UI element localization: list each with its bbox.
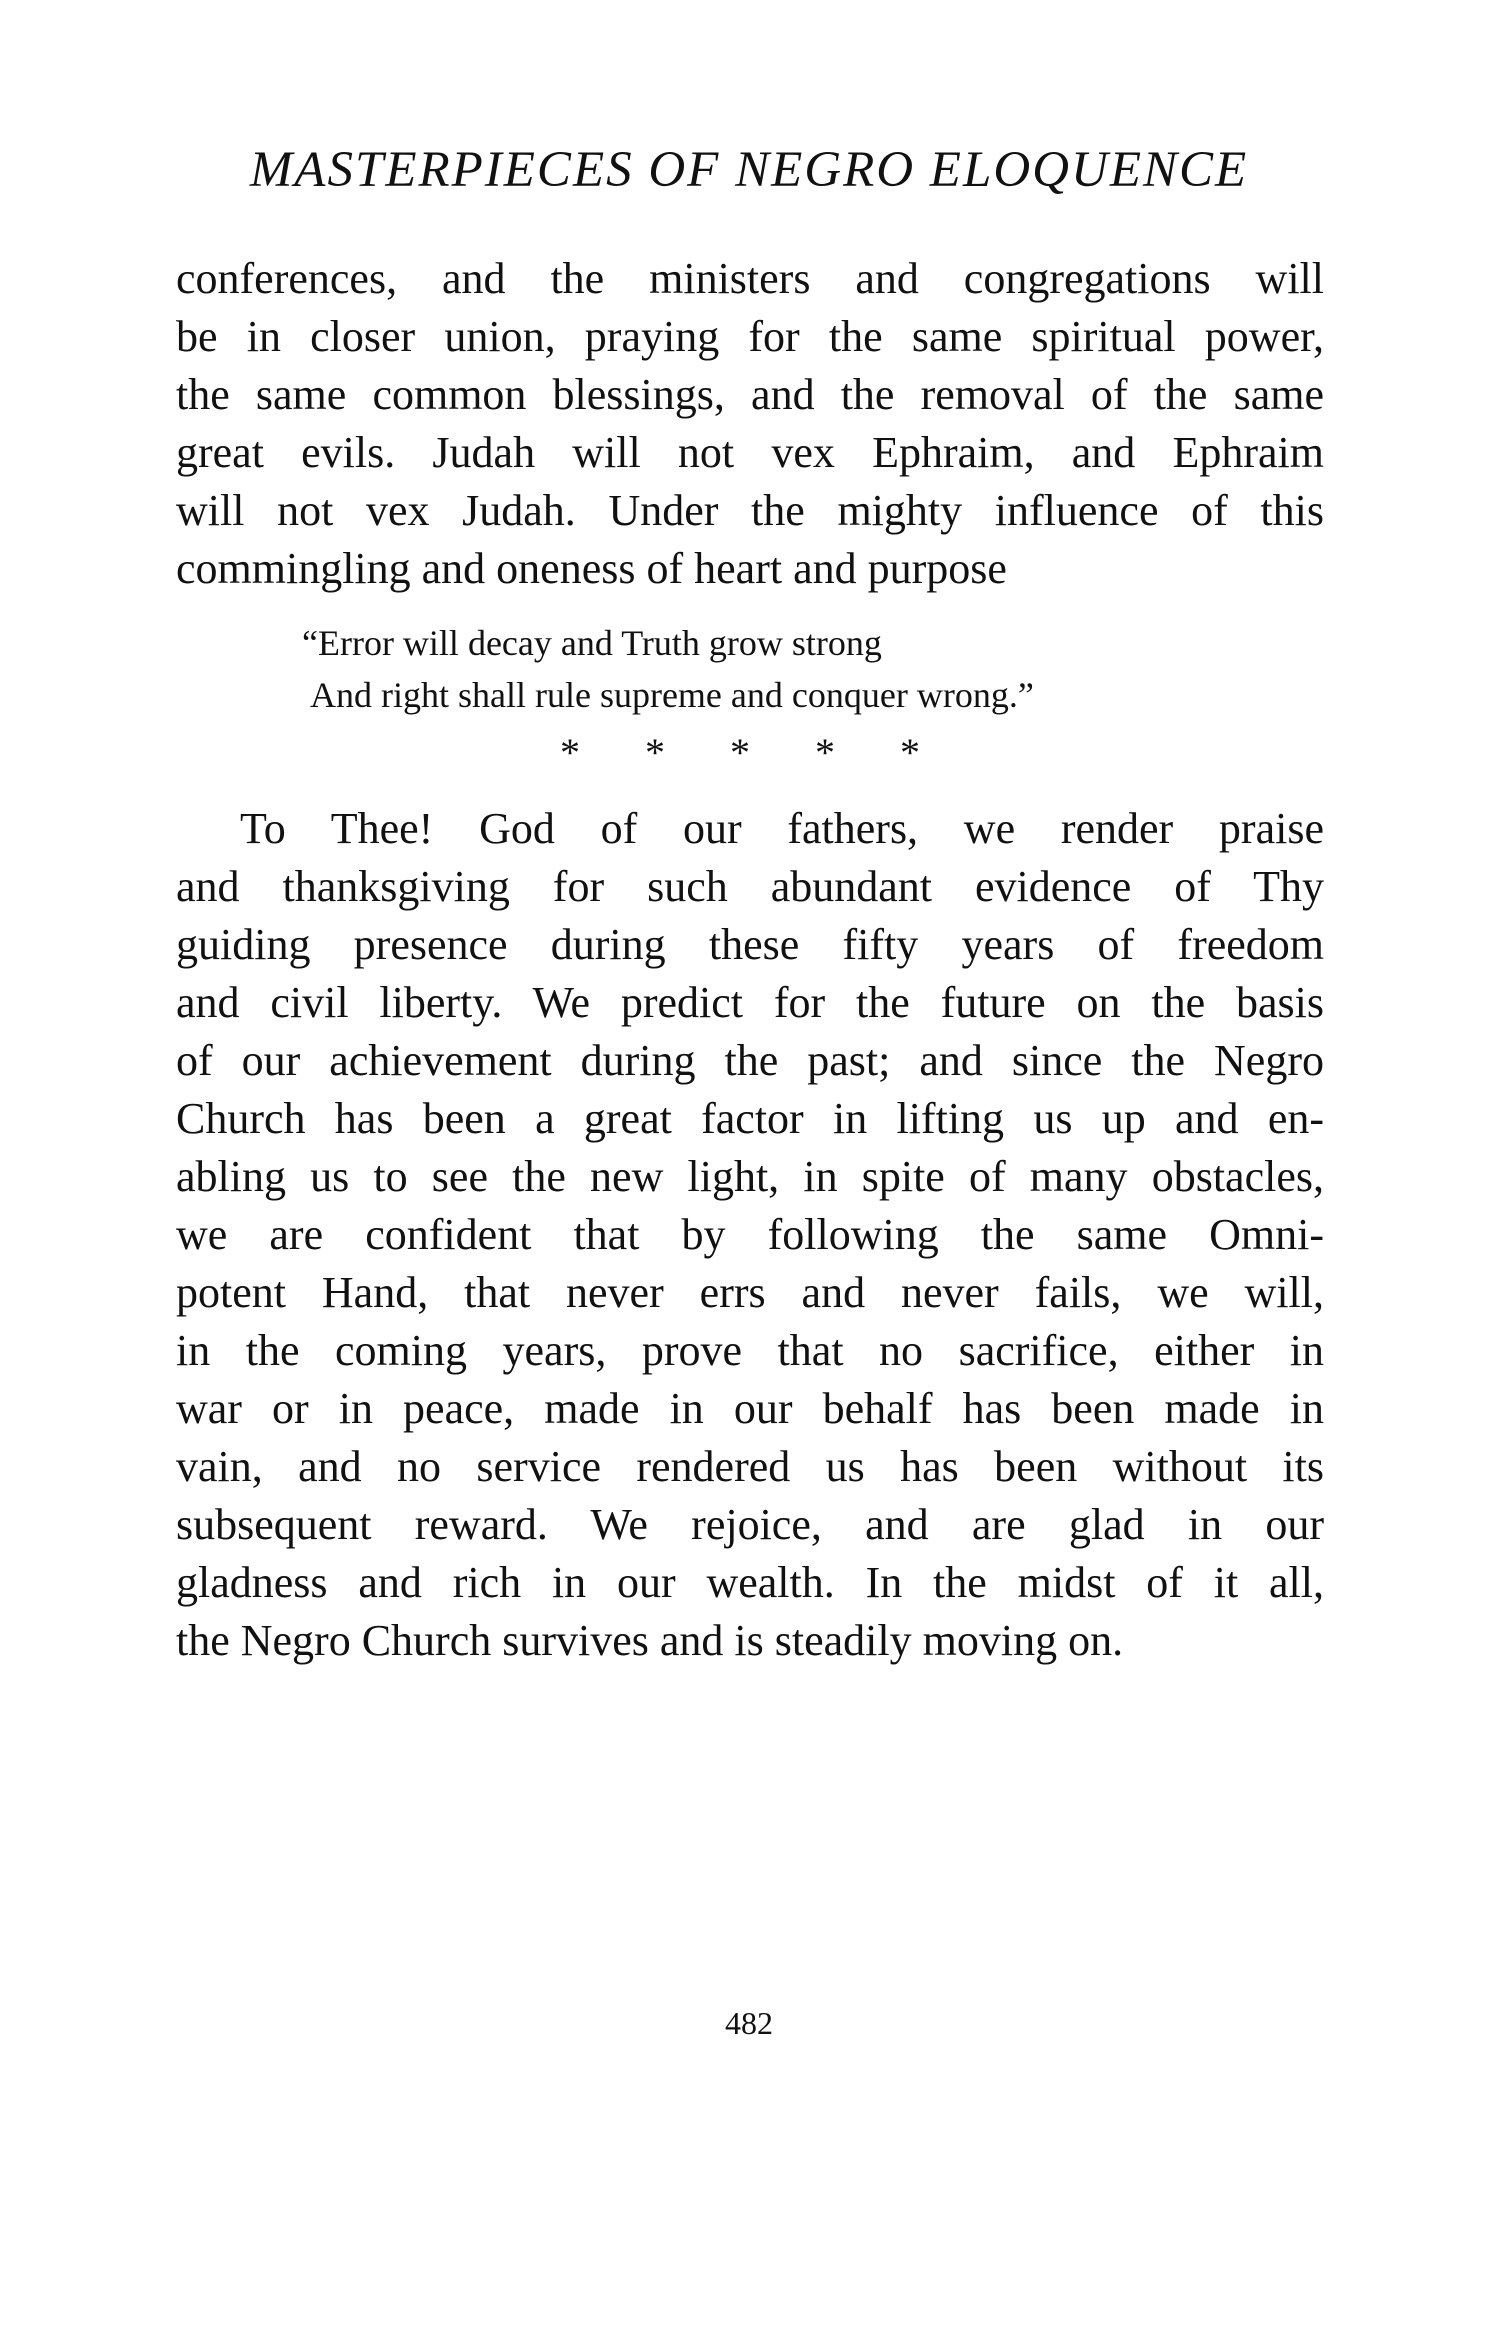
text-line: the same common blessings, and the removal of the same bbox=[176, 370, 1324, 419]
verse-line: And right shall rule supreme and conquer wrong.” bbox=[310, 675, 1034, 715]
text-line: To Thee! God of our fathers, we render praise bbox=[240, 804, 1324, 853]
text-line: commingling and oneness of heart and purpose bbox=[176, 544, 1007, 593]
section-break-ornament bbox=[560, 730, 920, 775]
asterisk: * bbox=[815, 730, 835, 775]
paragraph-1 bbox=[176, 250, 1324, 598]
asterisk: * bbox=[560, 730, 580, 775]
page-number: 482 bbox=[725, 2005, 773, 2041]
text-line: great evils. Judah will not vex Ephraim, and Ephraim bbox=[176, 428, 1324, 477]
text-line: and thanksgiving for such abundant evidence of Thy bbox=[176, 862, 1324, 911]
text-line: conferences, and the ministers and congregations will bbox=[176, 254, 1324, 303]
text-line: war or in peace, made in our behalf has been made in bbox=[176, 1384, 1324, 1433]
text-line: in the coming years, prove that no sacrifice, either in bbox=[176, 1326, 1324, 1375]
text-line: be in closer union, praying for the same spiritual power, bbox=[176, 312, 1324, 361]
text-line: Church has been a great factor in lifting us up and en- bbox=[176, 1094, 1324, 1143]
text-line: and civil liberty. We predict for the future on the basis bbox=[176, 978, 1324, 1027]
running-head: MASTERPIECES OF NEGRO ELOQUENCE bbox=[249, 142, 1249, 198]
verse-line: “Error will decay and Truth grow strong bbox=[302, 623, 882, 663]
asterisk: * bbox=[730, 730, 750, 775]
asterisk: * bbox=[645, 730, 665, 775]
verse-quotation bbox=[302, 617, 1262, 721]
text-line: we are confident that by following the same Omni- bbox=[176, 1210, 1324, 1259]
asterisk: * bbox=[900, 730, 920, 775]
text-line: guiding presence during these fifty years of freedom bbox=[176, 920, 1324, 969]
paragraph-2 bbox=[176, 800, 1324, 1670]
text-line: will not vex Judah. Under the mighty influence of this bbox=[176, 486, 1324, 535]
text-line: gladness and rich in our wealth. In the midst of it all, bbox=[176, 1558, 1324, 1607]
text-line: the Negro Church survives and is steadily moving on. bbox=[176, 1616, 1124, 1665]
text-line: vain, and no service rendered us has been without its bbox=[176, 1442, 1324, 1491]
text-line: abling us to see the new light, in spite of many obstacles, bbox=[176, 1152, 1324, 1201]
text-line: subsequent reward. We rejoice, and are glad in our bbox=[176, 1500, 1324, 1549]
text-line: of our achievement during the past; and since the Negro bbox=[176, 1036, 1324, 1085]
text-line: potent Hand, that never errs and never fails, we will, bbox=[176, 1268, 1324, 1317]
